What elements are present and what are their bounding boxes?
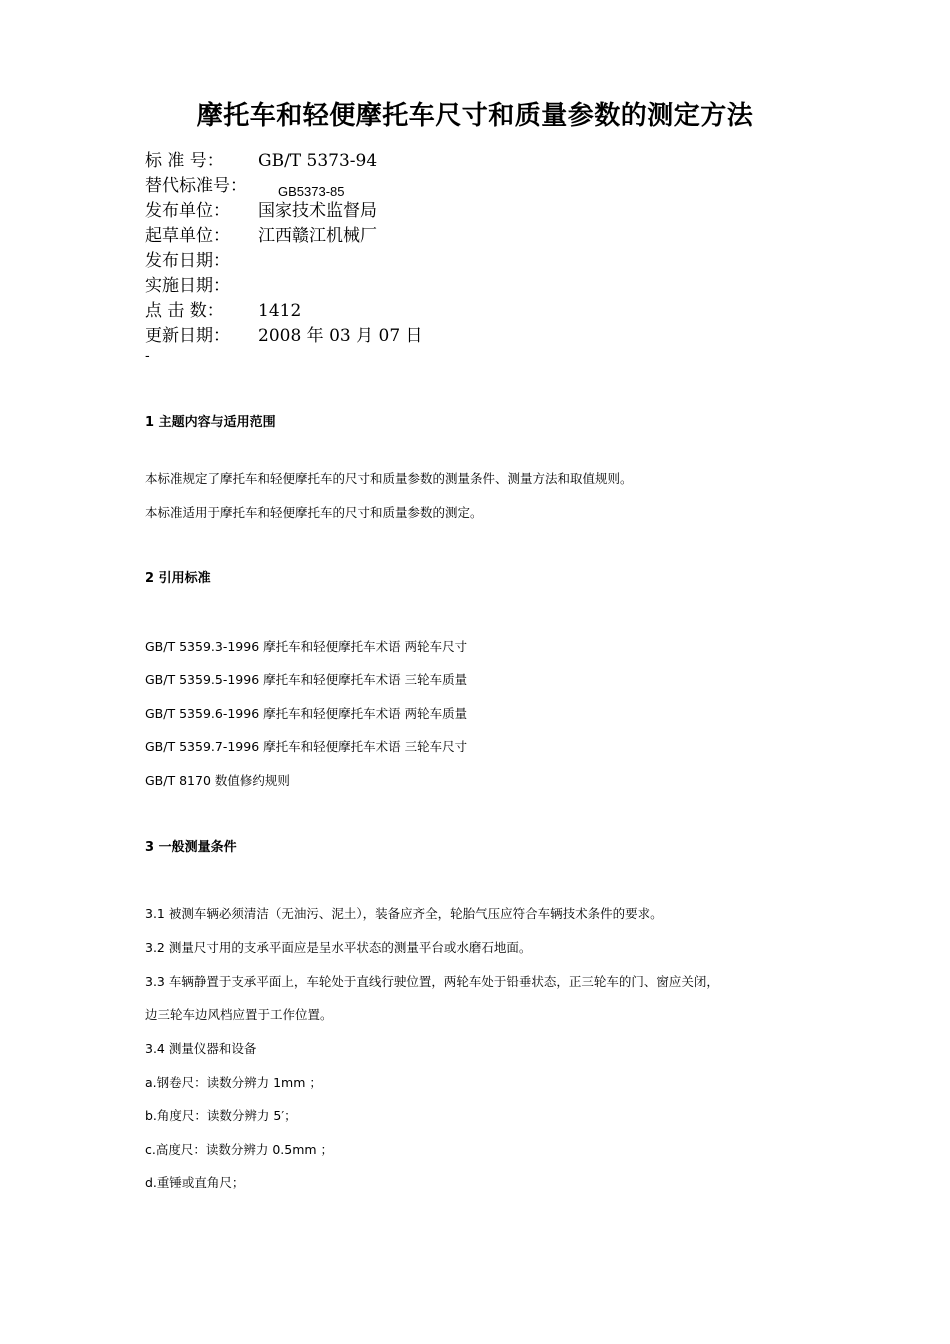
section-heading-scope: 1 主题内容与适用范围 — [145, 415, 276, 430]
meta-label: 点 击 数： — [145, 301, 224, 321]
reference-item: GB/T 5359.7-1996 摩托车和轻便摩托车术语 三轮车尺寸 — [145, 739, 468, 754]
meta-row-replaced-standard — [145, 175, 345, 199]
paragraph: 3.3 车辆静置于支承平面上，车轮处于直线行驶位置，两轮车处于铅垂状态，正三轮车的门、窗应关闭， — [145, 974, 719, 989]
reference-item: GB/T 8170 数值修约规则 — [145, 773, 290, 788]
meta-label: 替代标准号： — [145, 176, 247, 196]
section-heading-references: 2 引用标准 — [145, 571, 211, 586]
meta-row-publisher — [145, 200, 377, 222]
list-item: a.钢卷尺：读数分辨力 1mm ； — [145, 1075, 322, 1090]
reference-item: GB/T 5359.3-1996 摩托车和轻便摩托车术语 两轮车尺寸 — [145, 639, 468, 654]
paragraph: 边三轮车边风档应置于工作位置。 — [145, 1007, 333, 1022]
meta-value: 国家技术监督局 — [258, 201, 377, 221]
list-item: d.重锤或直角尺； — [145, 1175, 245, 1190]
meta-row-effective-date — [145, 275, 258, 297]
meta-row-publish-date — [145, 250, 258, 272]
meta-label: 实施日期： — [145, 276, 230, 296]
reference-item: GB/T 5359.6-1996 摩托车和轻便摩托车术语 两轮车质量 — [145, 706, 468, 721]
meta-label: 发布单位： — [145, 201, 230, 221]
meta-label: 发布日期： — [145, 251, 230, 271]
meta-row-standard-number — [145, 150, 377, 172]
section-heading-conditions: 3 一般测量条件 — [145, 840, 237, 855]
meta-label: 更新日期： — [145, 326, 230, 346]
separator-mark: - — [145, 349, 150, 364]
meta-value: GB5373-85 — [278, 184, 345, 199]
reference-item: GB/T 5359.5-1996 摩托车和轻便摩托车术语 三轮车质量 — [145, 672, 468, 687]
document-title: 摩托车和轻便摩托车尺寸和质量参数的测定方法 — [196, 101, 754, 131]
meta-label: 标 准 号： — [145, 151, 224, 171]
paragraph: 3.4 测量仪器和设备 — [145, 1041, 257, 1056]
meta-row-drafter — [145, 225, 377, 247]
meta-row-update-date — [145, 325, 423, 347]
paragraph: 本标准适用于摩托车和轻便摩托车的尺寸和质量参数的测定。 — [145, 505, 483, 520]
list-item: b.角度尺：读数分辨力 5′； — [145, 1108, 297, 1123]
meta-value: 江西赣江机械厂 — [258, 226, 377, 246]
paragraph: 本标准规定了摩托车和轻便摩托车的尺寸和质量参数的测量条件、测量方法和取值规则。 — [145, 471, 633, 486]
paragraph: 3.1 被测车辆必须清洁（无油污、泥土），装备应齐全，轮胎气压应符合车辆技术条件的要求。 — [145, 906, 663, 921]
meta-value: 2008 年 03 月 07 日 — [258, 326, 423, 346]
meta-value: 1412 — [258, 301, 302, 321]
meta-value: GB/T 5373-94 — [258, 151, 378, 171]
paragraph: 3.2 测量尺寸用的支承平面应是呈水平状态的测量平台或水磨石地面。 — [145, 940, 532, 955]
meta-row-click-count — [145, 300, 301, 322]
meta-label: 起草单位： — [145, 226, 230, 246]
list-item: c.高度尺：读数分辨力 0.5mm ； — [145, 1142, 334, 1157]
